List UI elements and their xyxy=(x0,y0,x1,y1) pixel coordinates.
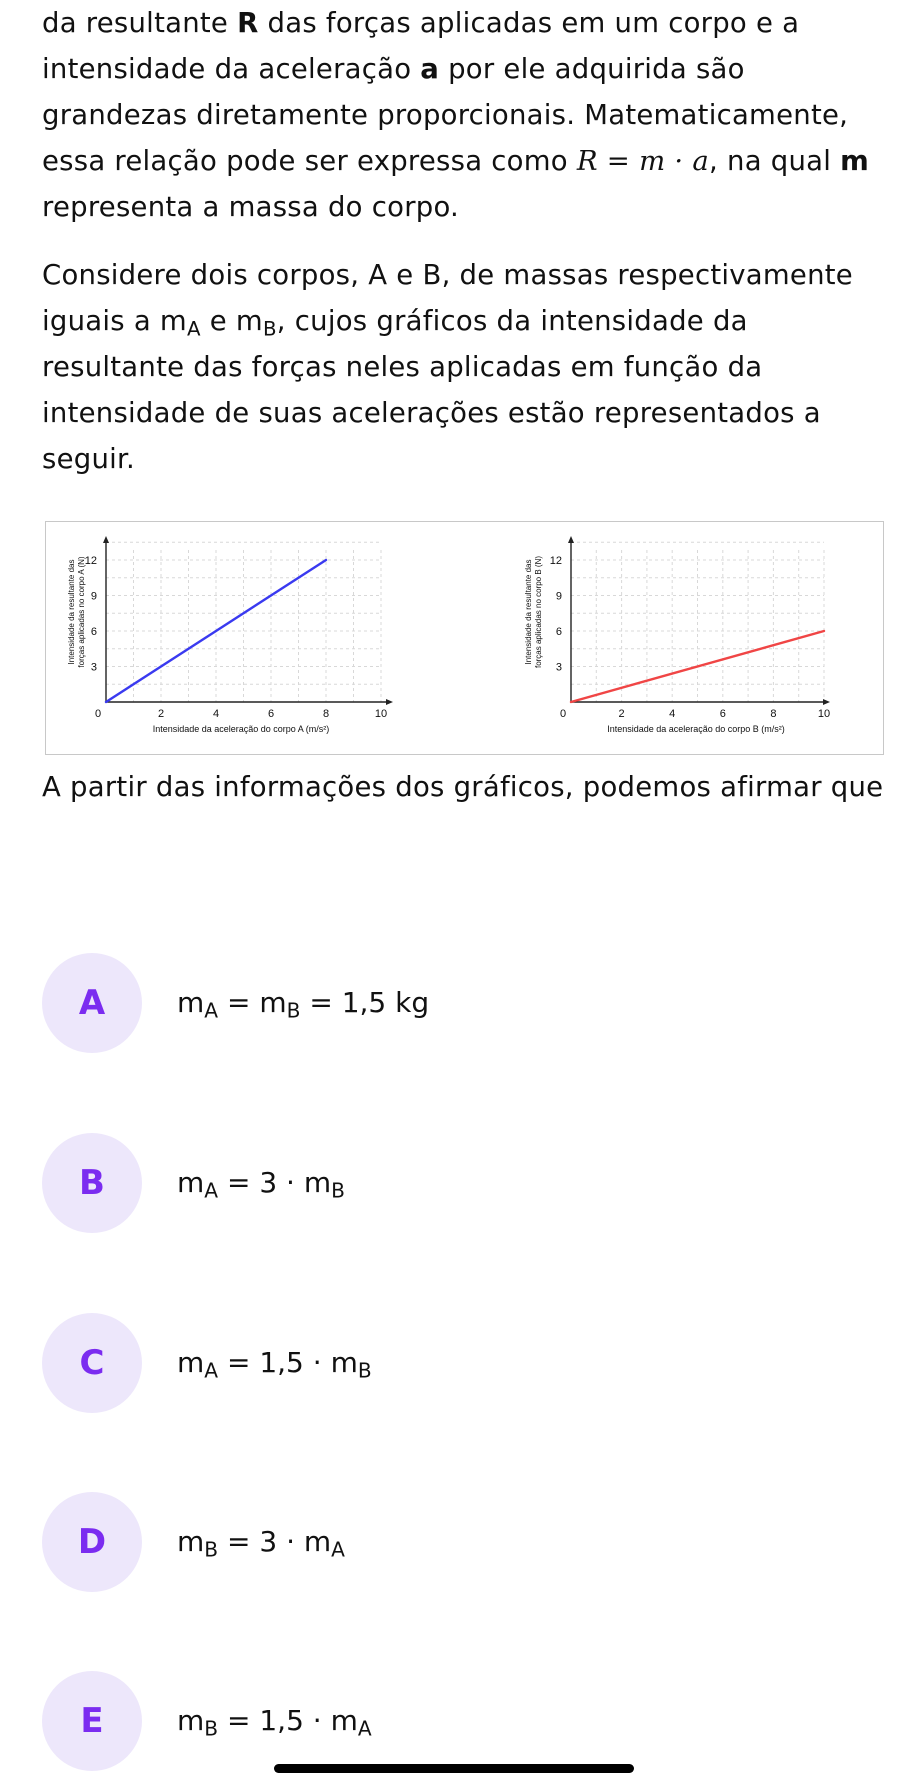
graphs-svg xyxy=(46,522,883,754)
option-text: $m_B = 3 \cdot m_A$ xyxy=(177,1525,345,1562)
y-axis-label: Intensidade da resultante das xyxy=(67,559,76,665)
x-axis-arrow xyxy=(823,699,830,705)
option-e[interactable] xyxy=(42,1671,842,1771)
y-axis-label: forças aplicadas no corpo A (N) xyxy=(77,556,86,668)
option-a[interactable] xyxy=(42,953,842,1053)
y-tick-label: 12 xyxy=(549,555,562,567)
formula: R = m · a xyxy=(576,145,710,177)
y-axis-label: Intensidade da resultante das xyxy=(524,559,533,665)
setup-paragraph: Considere dois corpos, A e B, de massas respectivamente iguais a $m_A$ e $m_B$, cujos gráficos da intensidade da resultante das forças neles aplicadas em função da intensidade de suas acelerações estão representados a seguir. xyxy=(42,259,853,475)
x-tick-label: 2 xyxy=(157,708,165,720)
x-tick-label: 0 xyxy=(94,708,102,720)
x-tick-label: 8 xyxy=(322,708,330,720)
option-text: $m_A = m_B = 1,5$ kg xyxy=(177,986,430,1023)
x-tick-label: 6 xyxy=(267,708,275,720)
y-tick-label: 3 xyxy=(555,661,562,674)
x-tick-label: 2 xyxy=(618,708,625,720)
y-axis-arrow xyxy=(568,536,574,543)
option-letter: A xyxy=(42,953,142,1053)
option-letter: B xyxy=(42,1133,142,1233)
y-axis-label: forças aplicadas no corpo B (N) xyxy=(534,555,543,669)
x-tick-label: 10 xyxy=(817,708,831,720)
home-indicator[interactable] xyxy=(274,1764,634,1773)
question-text: A partir das informações dos gráficos, podemos afirmar que xyxy=(42,771,884,803)
graphs-figure xyxy=(45,521,884,755)
y-tick-label: 9 xyxy=(555,590,562,603)
x-tick-label: 8 xyxy=(770,708,777,720)
option-b[interactable] xyxy=(42,1133,842,1233)
x-tick-label: 0 xyxy=(559,708,567,720)
intro-paragraph: da resultante R das forças aplicadas em um corpo e a intensidade da aceleração a por ele adquirida são grandezas diretamente proporcionais. Matematicamente, essa relação pode ser expressa como R = m · a, na qual m representa a massa do corpo. xyxy=(42,7,870,223)
option-letter: D xyxy=(42,1492,142,1592)
y-tick-label: 3 xyxy=(90,661,97,674)
option-text: $m_A = 3 \cdot m_B$ xyxy=(177,1166,345,1203)
option-d[interactable] xyxy=(42,1492,842,1592)
option-letter: C xyxy=(42,1313,142,1413)
x-tick-label: 4 xyxy=(212,708,220,720)
x-tick-label: 10 xyxy=(374,708,388,720)
option-letter: E xyxy=(42,1671,142,1771)
y-tick-label: 6 xyxy=(555,626,562,638)
y-tick-label: 6 xyxy=(90,626,97,638)
y-tick-label: 9 xyxy=(90,590,97,603)
y-tick-label: 12 xyxy=(84,555,97,567)
x-axis-label: Intensidade da aceleração do corpo B (m/s²) xyxy=(607,724,785,734)
x-tick-label: 6 xyxy=(719,708,726,720)
option-c[interactable] xyxy=(42,1313,842,1413)
option-text: $m_A = 1,5 \cdot m_B$ xyxy=(177,1346,372,1383)
x-tick-label: 4 xyxy=(669,708,676,720)
option-text: $m_B = 1,5 \cdot m_A$ xyxy=(177,1704,372,1741)
x-axis-arrow xyxy=(386,699,393,705)
y-axis-arrow xyxy=(103,536,109,543)
x-axis-label: Intensidade da aceleração do corpo A (m/s²) xyxy=(152,724,330,734)
